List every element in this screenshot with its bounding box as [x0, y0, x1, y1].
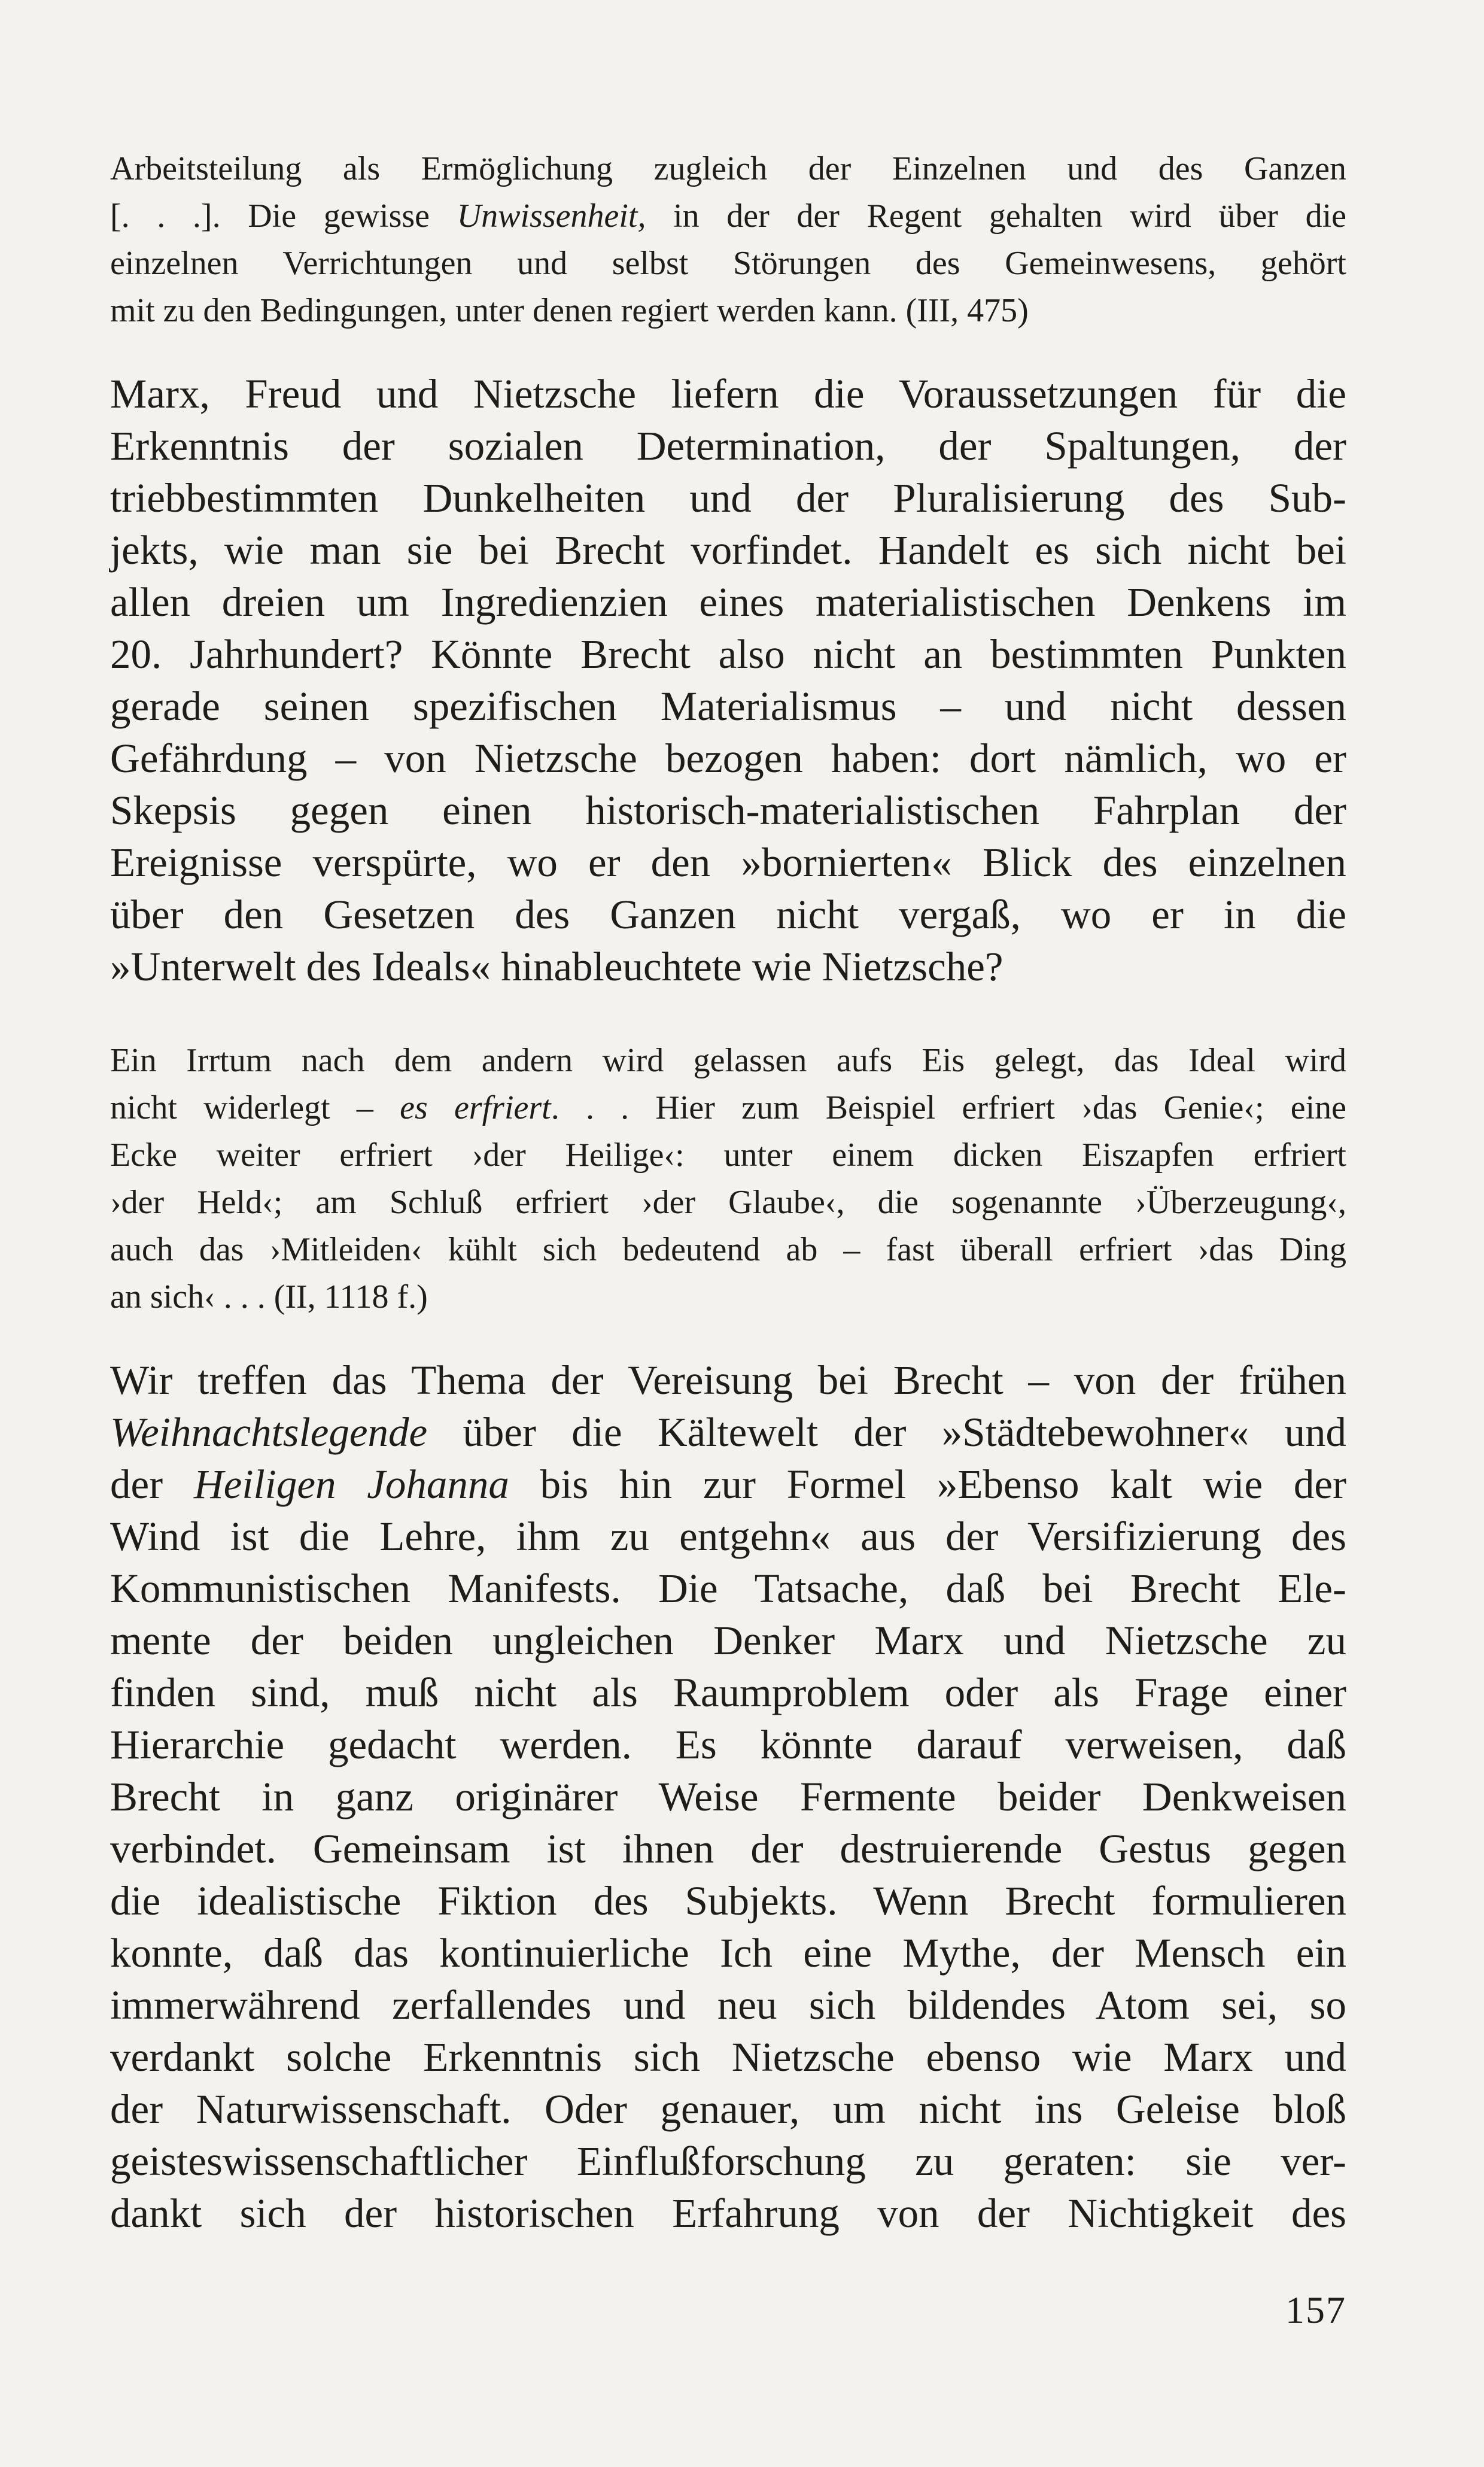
- text-line: [110, 1132, 1346, 1179]
- text-line: [110, 576, 1346, 628]
- text-run: in der der Regent gehalten wird über die: [646, 198, 1347, 235]
- text-run: nicht widerlegt –: [110, 1089, 400, 1126]
- text-line: [110, 1037, 1346, 1084]
- text-line: [110, 420, 1346, 472]
- text-run: der Naturwissenschaft. Oder genauer, um nicht ins Geleise bloß: [110, 2086, 1346, 2132]
- text-run: über die Kältewelt der »Städtebewohner« und: [427, 1409, 1346, 1455]
- text-run: die idealistische Fiktion des Subjekts. Wenn Brecht formulieren: [110, 1878, 1346, 1924]
- text-run: Ecke weiter erfriert ›der Heilige‹: unter einem dicken Eiszapfen erfriert: [110, 1137, 1346, 1174]
- text-line: [110, 1226, 1346, 1274]
- text-run: verbindet. Gemeinsam ist ihnen der destruierende Gestus gegen: [110, 1826, 1346, 1871]
- text-run: dankt sich der historischen Erfahrung von der Nichtigkeit des: [110, 2190, 1346, 2236]
- text-run: bis hin zur Formel »Ebenso kalt wie der: [509, 1462, 1347, 1507]
- text-run: immerwährend zerfallendes und neu sich bildendes Atom sei, so: [110, 1982, 1346, 2028]
- text-line: [110, 1719, 1346, 1771]
- text-line: [110, 733, 1346, 785]
- text-run-italic: Heiligen Johanna: [193, 1462, 509, 1507]
- text-line: [110, 472, 1346, 524]
- text-run: »Unterwelt des Ideals« hinableuchtete wie Nietzsche?: [110, 944, 1003, 989]
- block-quote-nietzsche: [110, 1037, 1346, 1321]
- text-run: verdankt solche Erkenntnis sich Nietzsche ebenso wie Marx und: [110, 2034, 1346, 2080]
- text-run: Marx, Freud und Nietzsche liefern die Voraussetzungen für die: [110, 371, 1346, 417]
- page-number: 157: [1285, 2289, 1346, 2331]
- text-line: [110, 1615, 1346, 1667]
- text-run: mente der beiden ungleichen Denker Marx und Nietzsche zu: [110, 1618, 1346, 1663]
- text-line: [110, 2188, 1346, 2240]
- text-run: Skepsis gegen einen historisch-materialistischen Fahrplan der: [110, 788, 1346, 833]
- text-line: [110, 837, 1346, 889]
- text-line: [110, 889, 1346, 941]
- text-line: [110, 680, 1346, 733]
- text-run: der: [110, 1462, 194, 1507]
- text-run: Ereignisse verspürte, wo er den »bornierten« Blick des einzelnen: [110, 840, 1346, 885]
- text-run: einzelnen Verrichtungen und selbst Störungen des Gemeinwesens, gehört: [110, 245, 1346, 282]
- text-line: [110, 287, 1346, 335]
- text-run: [. . .]. Die gewisse: [110, 198, 457, 235]
- text-line: [110, 1354, 1346, 1406]
- text-line: [110, 1667, 1346, 1719]
- text-line: [110, 240, 1346, 287]
- text-run: Kommunistischen Manifests. Die Tatsache, daß bei Brecht Ele-: [110, 1566, 1346, 1611]
- text-run: Erkenntnis der sozialen Determination, der Spaltungen, der: [110, 423, 1346, 469]
- text-run-italic: Unwissenheit,: [457, 198, 646, 235]
- text-line: [110, 1406, 1346, 1459]
- text-line: [110, 2083, 1346, 2135]
- text-run: Brecht in ganz originärer Weise Fermente beider Denkweisen: [110, 1774, 1346, 1819]
- text-run: geisteswissenschaftlicher Einflußforschung zu geraten: sie ver-: [110, 2138, 1346, 2184]
- text-line: [110, 1274, 1346, 1321]
- text-line: [110, 1875, 1346, 1927]
- paragraph-vereisung: [110, 1354, 1346, 2240]
- text-run: 20. Jahrhundert? Könnte Brecht also nicht an bestimmten Punkten: [110, 631, 1346, 677]
- text-run: Ein Irrtum nach dem andern wird gelassen aufs Eis gelegt, das Ideal wird: [110, 1042, 1346, 1079]
- text-run: Hierarchie gedacht werden. Es könnte darauf verweisen, daß: [110, 1722, 1346, 1767]
- text-line: [110, 1823, 1346, 1875]
- text-line: [110, 628, 1346, 680]
- text-run: Arbeitsteilung als Ermöglichung zugleich der Einzelnen und des Ganzen: [110, 150, 1346, 187]
- text-run: über den Gesetzen des Ganzen nicht vergaß, wo er in die: [110, 892, 1346, 937]
- text-line: [110, 1511, 1346, 1563]
- text-run: Gefährdung – von Nietzsche bezogen haben: dort nämlich, wo er: [110, 736, 1346, 781]
- text-line: [110, 368, 1346, 420]
- text-run: Wir treffen das Thema der Vereisung bei Brecht – von der frühen: [110, 1357, 1346, 1403]
- text-line: [110, 785, 1346, 837]
- text-run: auch das ›Mitleiden‹ kühlt sich bedeutend ab – fast überall erfriert ›das Ding: [110, 1231, 1346, 1268]
- text-run: finden sind, muß nicht als Raumproblem oder als Frage einer: [110, 1670, 1346, 1715]
- text-run-italic: Weihnachtslegende: [110, 1409, 428, 1455]
- text-line: [110, 145, 1346, 193]
- text-line: [110, 1459, 1346, 1511]
- text-line: [110, 2031, 1346, 2083]
- text-run: triebbestimmten Dunkelheiten und der Pluralisierung des Sub-: [110, 475, 1346, 521]
- text-run: allen dreien um Ingredienzien eines materialistischen Denkens im: [110, 579, 1346, 625]
- text-line: [110, 193, 1346, 240]
- text-line: [110, 1084, 1346, 1132]
- text-run: gerade seinen spezifischen Materialismus – und nicht dessen: [110, 683, 1346, 729]
- text-run-italic: es erfriert: [400, 1089, 551, 1126]
- text-line: [110, 941, 1346, 993]
- text-line: [110, 1179, 1346, 1226]
- text-line: [110, 524, 1346, 576]
- text-run: jekts, wie man sie bei Brecht vorfindet. Handelt es sich nicht bei: [110, 527, 1346, 573]
- text-run: mit zu den Bedingungen, unter denen regiert werden kann. (III, 475): [110, 292, 1029, 329]
- block-quote-hegel: [110, 145, 1346, 335]
- paragraph-marx-freud-nietzsche: [110, 368, 1346, 993]
- text-line: [110, 1927, 1346, 1979]
- text-run: . . . Hier zum Beispiel erfriert ›das Genie‹; eine: [551, 1089, 1347, 1126]
- text-line: [110, 1771, 1346, 1823]
- text-run: konnte, daß das kontinuierliche Ich eine Mythe, der Mensch ein: [110, 1930, 1346, 1976]
- text-line: [110, 2135, 1346, 2188]
- text-line: [110, 1563, 1346, 1615]
- text-line: [110, 1979, 1346, 2031]
- text-run: Wind ist die Lehre, ihm zu entgehn« aus der Versifizierung des: [110, 1514, 1346, 1559]
- text-run: an sich‹ . . . (II, 1118 f.): [110, 1278, 428, 1315]
- text-run: ›der Held‹; am Schluß erfriert ›der Glaube‹, die sogenannte ›Überzeugung‹,: [110, 1184, 1346, 1221]
